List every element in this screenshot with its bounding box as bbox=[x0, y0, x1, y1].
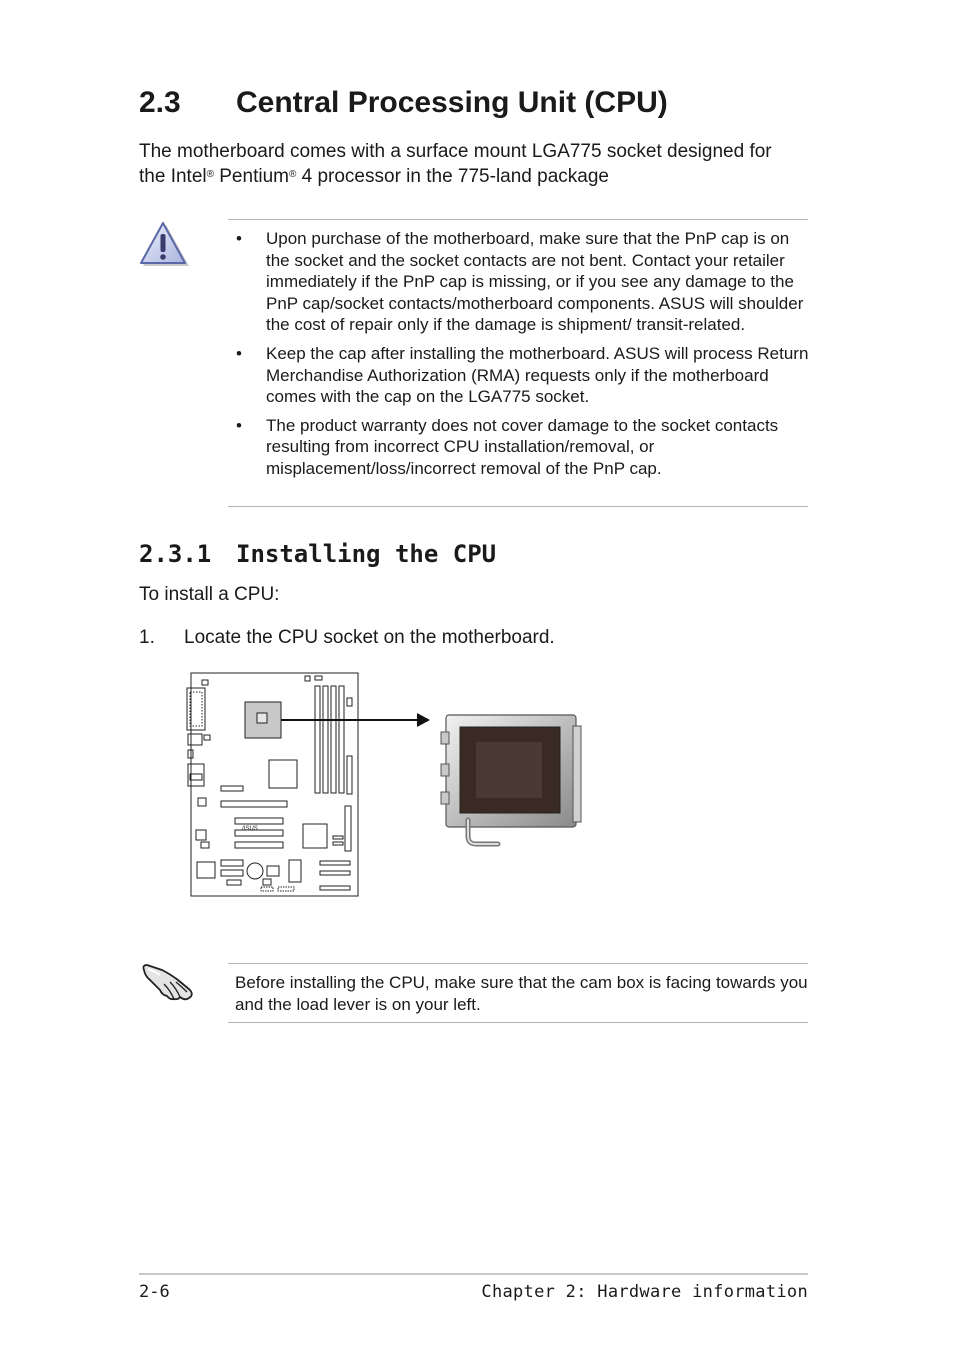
note-top-rule bbox=[228, 963, 808, 964]
cpu-socket-illustration bbox=[440, 712, 585, 850]
board-logo: /ISUS bbox=[242, 826, 258, 832]
section-title bbox=[139, 86, 668, 120]
note-text: Before installing the CPU, make sure that the cam box is facing towards you and the load lever is on your left. bbox=[235, 973, 808, 1014]
step-number: 1. bbox=[139, 627, 155, 648]
motherboard-layout-diagram bbox=[185, 668, 435, 900]
caution-top-rule bbox=[228, 219, 808, 220]
intro-paragraph bbox=[139, 139, 819, 189]
registered-mark: ® bbox=[288, 169, 297, 180]
registered-mark: ® bbox=[206, 169, 214, 180]
caution-item: • Upon purchase of the motherboard, make sure that the PnP cap is on the socket and the socket contacts are not bent. Contact your retailer immediately if the PnP cap is missing, or if you see any damage to the PnP cap/socket contacts/motherboard components. ASUS will shoulder the cost of repair only if the damage is shipment/ transit-related. bbox=[236, 228, 810, 336]
step-1 bbox=[139, 627, 555, 649]
chapter-label: Chapter 2: Hardware information bbox=[481, 1282, 808, 1302]
intro-line-2b: Pentium bbox=[213, 166, 289, 187]
subsection-title bbox=[139, 540, 496, 568]
caution-bottom-rule bbox=[228, 506, 808, 507]
caution-item: • The product warranty does not cover damage to the socket contacts resulting from incorrect CPU installation/removal, or misplacement/loss/incorrect removal of the PnP cap. bbox=[236, 415, 810, 480]
intro-line-2a: the Intel bbox=[139, 166, 207, 187]
intro-line-1: The motherboard comes with a surface mount LGA775 socket designed for bbox=[139, 141, 772, 162]
section-title-text: Central Processing Unit (CPU) bbox=[236, 86, 668, 119]
northbridge-chip bbox=[269, 760, 297, 788]
intro-line-2c: 4 processor in the 775-land package bbox=[296, 166, 609, 187]
step-text: Locate the CPU socket on the motherboard. bbox=[184, 627, 555, 648]
page-number: 2-6 bbox=[139, 1282, 170, 1302]
note-bottom-rule bbox=[228, 1022, 808, 1023]
section-number: 2.3 bbox=[139, 86, 181, 119]
footer-rule bbox=[139, 1273, 808, 1275]
caution-item: • Keep the cap after installing the motherboard. ASUS will process Return Merchandise Authorization (RMA) requests only if the motherboard comes with the cap on the LGA775 socket. bbox=[236, 343, 810, 408]
subsection-number: 2.3.1 bbox=[139, 540, 212, 568]
callout-arrow-head bbox=[417, 713, 430, 727]
caution-list bbox=[236, 228, 810, 487]
to-install-label: To install a CPU: bbox=[139, 584, 280, 605]
subsection-title-text: Installing the CPU bbox=[236, 540, 497, 568]
warning-triangle-icon bbox=[140, 222, 190, 268]
pointing-hand-icon bbox=[140, 962, 196, 1004]
